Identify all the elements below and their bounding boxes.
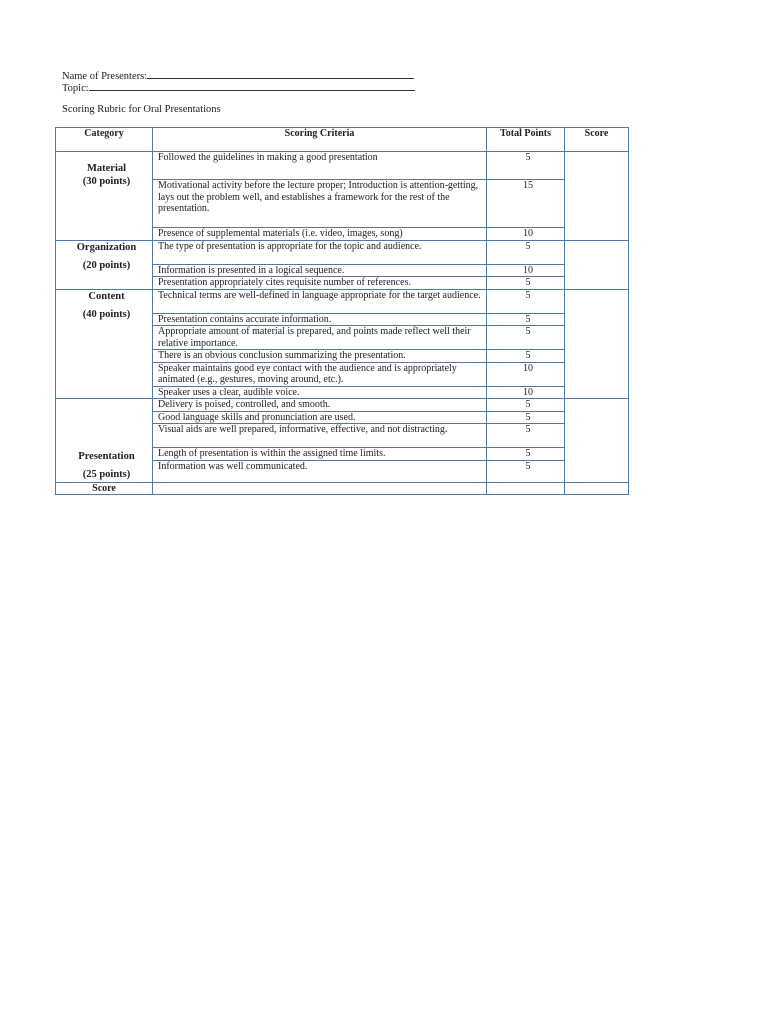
category-cell-organization xyxy=(56,240,153,289)
table-row xyxy=(56,399,629,412)
points-cell: 10 xyxy=(487,264,565,277)
criteria-cell: Motivational activity before the lecture proper; Introduction is attention-getting, lays out the problem well, and establishes a framework for the rest of the presentation. xyxy=(153,180,487,228)
category-points: (20 points) xyxy=(82,259,131,271)
points-cell: 5 xyxy=(487,399,565,412)
category-cell-presentation xyxy=(56,399,153,483)
criteria-cell: The type of presentation is appropriate for the topic and audience. xyxy=(153,240,487,264)
points-cell: 5 xyxy=(487,411,565,424)
category-points: (40 points) xyxy=(82,308,131,320)
criteria-cell: Speaker maintains good eye contact with the audience and is appropriately animated (e.g., gestures, moving around, etc.). xyxy=(153,362,487,386)
points-cell: 5 xyxy=(487,152,565,180)
criteria-cell: There is an obvious conclusion summarizing the presentation. xyxy=(153,350,487,363)
criteria-cell: Technical terms are well-defined in language appropriate for the target audience. xyxy=(153,289,487,313)
criteria-cell: Visual aids are well prepared, informative, effective, and not distracting. xyxy=(153,424,487,448)
category-cell-content xyxy=(56,289,153,399)
total-score-input[interactable] xyxy=(565,482,629,495)
total-points-empty xyxy=(487,482,565,495)
topic-label: Topic: xyxy=(62,83,89,94)
column-header-total-points: Total Points xyxy=(487,128,565,152)
score-input-material[interactable] xyxy=(565,152,629,241)
points-cell: 5 xyxy=(487,424,565,448)
criteria-cell: Followed the guidelines in making a good presentation xyxy=(153,152,487,180)
presenters-label: Name of Presenters: xyxy=(62,71,148,82)
points-cell: 5 xyxy=(487,350,565,363)
column-header-score: Score xyxy=(565,128,629,152)
criteria-cell: Information was well communicated. xyxy=(153,460,487,482)
category-name: Content xyxy=(88,290,125,302)
criteria-cell: Delivery is poised, controlled, and smooth. xyxy=(153,399,487,412)
table-row xyxy=(56,152,629,180)
points-cell: 5 xyxy=(487,277,565,290)
category-name: Organization xyxy=(76,241,137,253)
presenters-blank-line[interactable] xyxy=(147,69,414,79)
points-cell: 10 xyxy=(487,228,565,241)
criteria-cell: Length of presentation is within the assigned time limits. xyxy=(153,448,487,461)
points-cell: 5 xyxy=(487,289,565,313)
column-header-criteria: Scoring Criteria xyxy=(153,128,487,152)
points-cell: 10 xyxy=(487,386,565,399)
table-row xyxy=(56,289,629,313)
criteria-cell: Good language skills and pronunciation are used. xyxy=(153,411,487,424)
criteria-cell: Presentation contains accurate information. xyxy=(153,313,487,326)
total-row-label: Score xyxy=(56,482,153,495)
category-points: (25 points) xyxy=(82,468,131,480)
total-row xyxy=(56,482,629,495)
category-cell-material xyxy=(56,152,153,241)
score-input-presentation[interactable] xyxy=(565,399,629,483)
points-cell: 5 xyxy=(487,460,565,482)
points-cell: 5 xyxy=(487,448,565,461)
criteria-cell: Speaker uses a clear, audible voice. xyxy=(153,386,487,399)
criteria-cell: Information is presented in a logical sequence. xyxy=(153,264,487,277)
points-cell: 15 xyxy=(487,180,565,228)
column-header-category: Category xyxy=(56,128,153,152)
criteria-cell: Presence of supplemental materials (i.e. video, images, song) xyxy=(153,228,487,241)
rubric-title: Scoring Rubric for Oral Presentations xyxy=(62,104,221,115)
points-cell: 10 xyxy=(487,362,565,386)
topic-blank-line[interactable] xyxy=(89,81,415,91)
rubric-table xyxy=(55,127,629,495)
points-cell: 5 xyxy=(487,326,565,350)
points-cell: 5 xyxy=(487,313,565,326)
criteria-cell: Appropriate amount of material is prepared, and points made reflect well their relative importance. xyxy=(153,326,487,350)
category-points: (30 points) xyxy=(82,176,131,187)
topic-field xyxy=(62,81,415,95)
score-input-content[interactable] xyxy=(565,289,629,399)
points-cell: 5 xyxy=(487,240,565,264)
category-name: Presentation xyxy=(78,450,135,462)
table-row xyxy=(56,240,629,264)
category-name: Material xyxy=(86,163,127,174)
score-input-organization[interactable] xyxy=(565,240,629,289)
criteria-cell: Presentation appropriately cites requisite number of references. xyxy=(153,277,487,290)
total-criteria-empty xyxy=(153,482,487,495)
